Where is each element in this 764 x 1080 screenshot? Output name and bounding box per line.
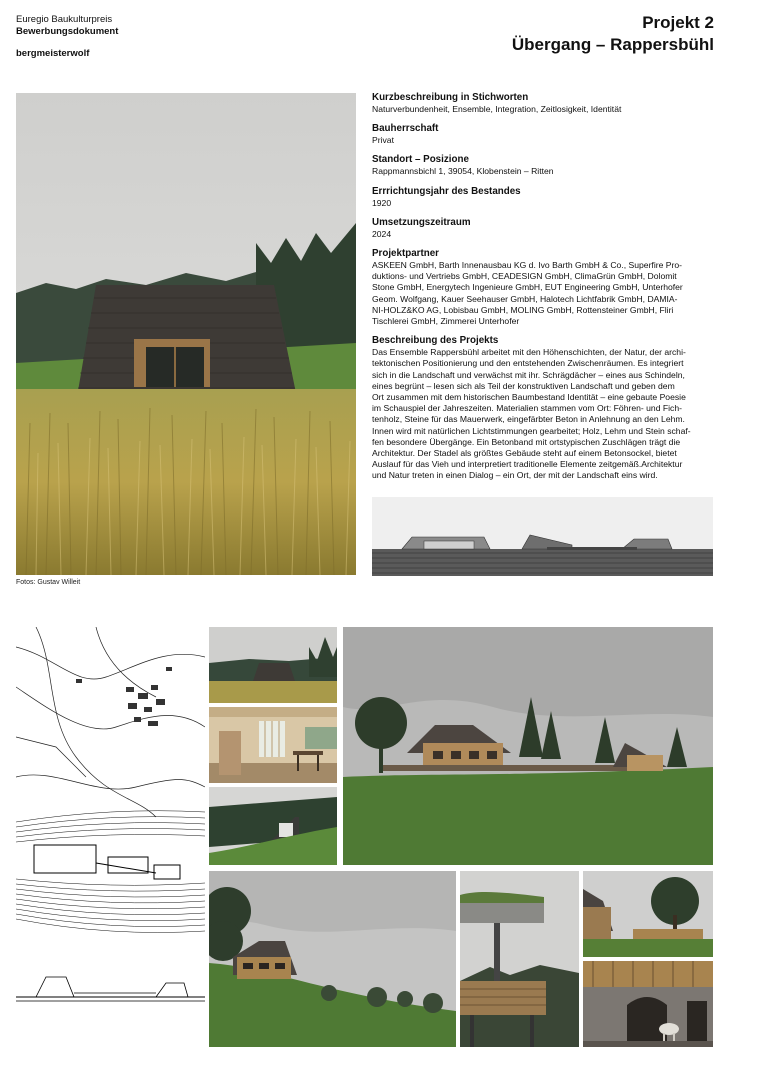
section-kurzbeschreibung: Kurzbeschreibung in Stichworten Naturverbundenheit, Ensemble, Integration, Zeitlosigkeit, Identität bbox=[372, 92, 622, 114]
project-title: Übergang – Rappersbühl bbox=[511, 35, 714, 54]
photo-ensemble-meadow bbox=[343, 627, 713, 865]
photo-slope-facade bbox=[209, 787, 337, 865]
photo-stable-goat bbox=[583, 961, 713, 1047]
header-right bbox=[512, 12, 714, 56]
photo-interior bbox=[209, 707, 337, 783]
elevation-drawing bbox=[372, 497, 713, 576]
section-umsetzungszeitraum: Umsetzungszeitraum 2024 bbox=[372, 216, 471, 239]
main-photo-house-wheat bbox=[16, 93, 356, 575]
header-left bbox=[16, 14, 118, 60]
document-type: Bewerbungsdokument bbox=[16, 26, 119, 37]
photo-credit: Fotos: Gustav Willeit bbox=[16, 579, 81, 586]
photo-hillside-house bbox=[209, 871, 456, 1047]
section-bauherrschaft: Bauherrschaft Privat bbox=[372, 123, 439, 146]
project-info bbox=[372, 92, 717, 490]
section-beschreibung: Beschreibung des Projekts Das Ensemble Rappersbühl arbeitet mit den Höhenschichten, der Natur, der archi- tektonischen Positionierung und den entstehenden Zwischenräumen. Es integriert sich in die Landschaft und verwächst mit ihr. Schrägdächer – eines aus Schindeln, eines begrünt – lesen sich als Teil der konstruktiven Landschaft und geben dem Ort zusammen mit dem historischen Baumbestand Identität – eine gebaute Poesie im Schauspiel der Jahreszeiten. Materialien stammen vom Ort: Föhren- und Fich- tenholz, Steine für das Mauerwerk, eingefärbter Beton in Anlehnung an den Lehm. Innen wird mit natürlichen Lichtstimmungen gearbeitet; Holz, Lehm und Stein schaf- fen besondere Übergänge. Ein Betonband mit ortstypischen Zuschlägen trägt die Architektur. Der Stadel als größtes Gebäude steht auf einem Betonsockel, bietet Auslauf für das Vieh und interpretiert traditionelle Elemente zeitgemäß.Architektur und Natur treten in einen Dialog – ein Ort, der mit der Landschaft eins wird. bbox=[372, 335, 691, 481]
site-plan-drawing bbox=[16, 627, 205, 1047]
photo-house-meadow-small bbox=[209, 627, 337, 703]
section-standort: Standort – Posizione Rappmannsbichl 1, 39054, Klobenstein – Ritten bbox=[372, 154, 554, 177]
section-errichtungsjahr: Errrichtungsjahr des Bestandes 1920 bbox=[372, 185, 521, 208]
photo-tower-detail bbox=[460, 871, 579, 1047]
office-name: bergmeisterwolf bbox=[16, 48, 90, 59]
section-projektpartner: Projektpartner ASKEEN GmbH, Barth Innenausbau KG d. Ivo Barth GmbH & Co., Superfire Pro- duktions- und Vertriebs GmbH, CEADESIGN GmbH, ClimaGrün GmbH, Dolomit Stone GmbH, Energytech Ingenieure GmbH, EUT Engineering GmbH, Unterhofer Geom. Wolfgang, Kauer Seehauser GmbH, Halotech Lichtfabrik GmbH, DAMIA- NI-HOLZ&KO AG, Lobisbau GmbH, MOLING GmbH, Rottensteiner GmbH, Fliri Tischlerei GmbH, Zimmerei Unterhofer bbox=[372, 248, 683, 327]
photo-barn-tree bbox=[583, 871, 713, 957]
prize-name: Euregio Baukulturpreis bbox=[16, 14, 113, 25]
project-number: Projekt 2 bbox=[642, 13, 714, 32]
